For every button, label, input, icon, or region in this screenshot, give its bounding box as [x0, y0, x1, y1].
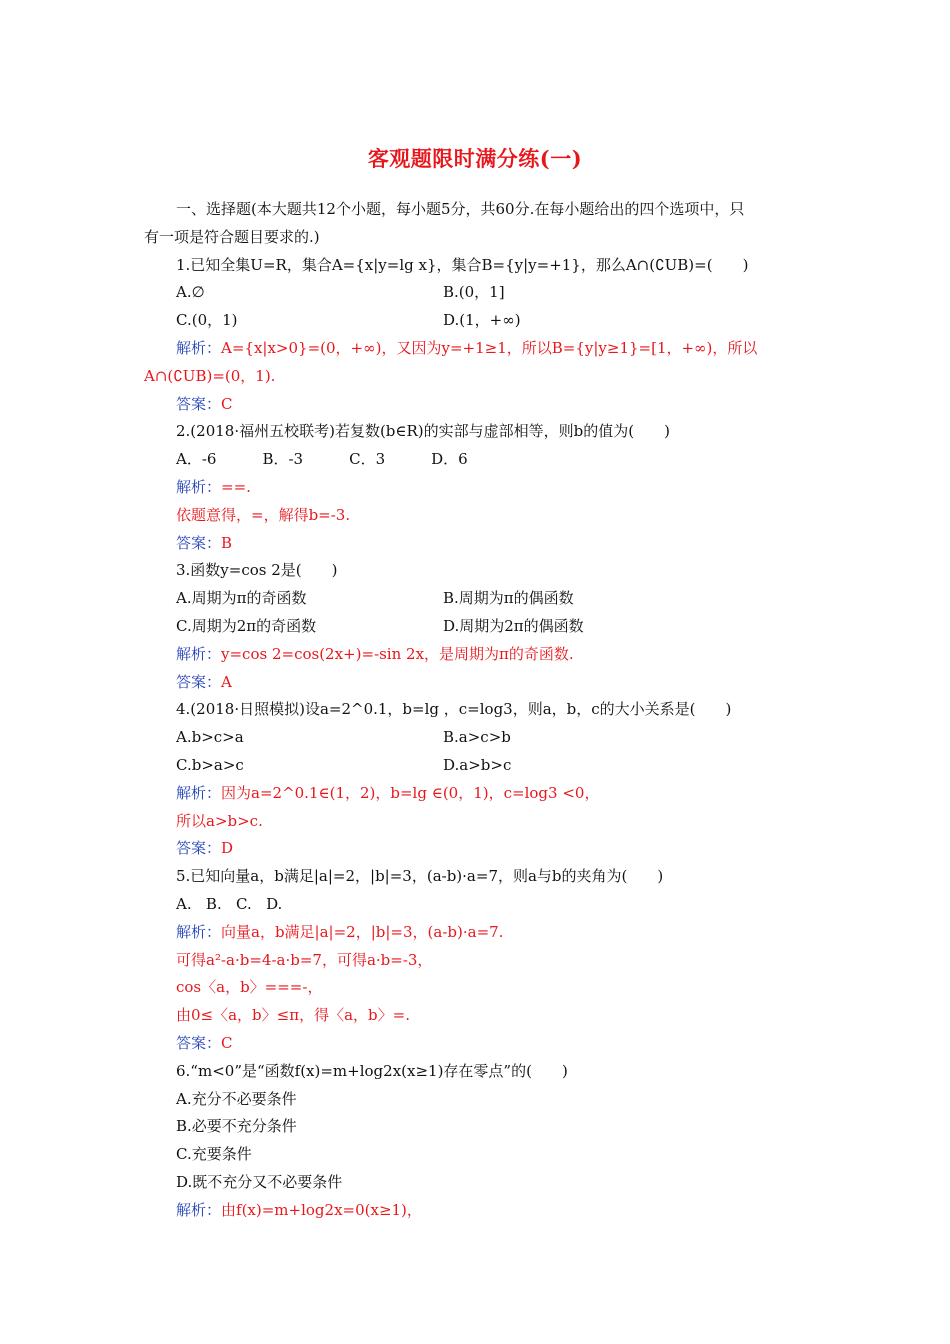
question-4-stem: 4.(2018·日照模拟)设a=2^0.1，b=lg ，c=log3，则a，b，c的大小关系是( ) [176, 700, 732, 719]
question-3-option-a: A.周期为π的奇函数 [176, 589, 307, 608]
question-5-analysis-text-4: 由0≤〈a，b〉≤π，得〈a，b〉=. [176, 1006, 410, 1025]
answer-label: 答案： [176, 394, 222, 413]
question-5-analysis [144, 919, 812, 947]
question-3-options-row-2 [144, 613, 812, 641]
question-1-option-c: C.(0，1) [176, 311, 238, 330]
question-6-option-b: B.必要不充分条件 [176, 1117, 297, 1136]
question-4-option-a: A.b>c>a [176, 728, 244, 747]
question-2-options [144, 446, 812, 474]
question-2-analysis-text-2: 依题意得，=，解得b=-3. [176, 505, 351, 524]
question-1-analysis-text-1: A={x|x>0}=(0，+∞)，又因为y=+1≥1，所以B={y|y≥1}=[1，+∞)，所以 [221, 338, 758, 357]
question-5-option-a: A. [176, 894, 192, 913]
analysis-label: 解析： [176, 1200, 222, 1219]
question-2-option-c: C．3 [349, 450, 386, 469]
question-1-options-row-2 [144, 307, 812, 335]
question-5-analysis-text-2: 可得a²-a·b=4-a·b=7，可得a·b=-3， [176, 950, 433, 969]
question-5-option-d: D. [266, 894, 283, 913]
question-2-option-b: B．-3 [262, 450, 304, 469]
question-1-option-b: B.(0，1] [443, 283, 505, 302]
question-5-analysis-text-1: 向量a，b满足|a|=2，|b|=3，(a-b)·a=7. [221, 922, 504, 941]
question-6-analysis [144, 1197, 812, 1225]
question-2-analysis-text-1: ==. [221, 477, 251, 496]
question-1-analysis [144, 335, 812, 363]
analysis-label: 解析： [176, 922, 222, 941]
question-2-answer-value: B [221, 533, 233, 552]
exercise-body [144, 196, 812, 1224]
answer-label: 答案： [176, 1033, 222, 1052]
question-5-option-b: B. [205, 894, 222, 913]
question-2-analysis [144, 474, 812, 502]
question-1-options-row-1 [144, 279, 812, 307]
question-4-analysis-text-2: 所以a>b>c. [176, 811, 263, 830]
question-3-analysis-text-1: y=cos 2=cos(2x+)=-sin 2x，是周期为π的奇函数. [221, 644, 574, 663]
question-3-analysis [144, 641, 812, 669]
question-5-answer-value: C [221, 1033, 233, 1052]
question-1-analysis-text-2: A∩(∁UB)=(0，1). [144, 366, 276, 385]
question-2-option-a: A．-6 [176, 450, 217, 469]
question-3-option-d: D.周期为2π的偶函数 [443, 616, 584, 635]
question-5-option-c: C. [236, 894, 252, 913]
question-6-analysis-text-1: 由f(x)=m+log2x=0(x≥1)， [221, 1200, 422, 1219]
question-3-answer-value: A [221, 672, 232, 691]
question-4-answer-value: D [221, 839, 234, 858]
question-4-option-b: B.a>c>b [443, 728, 511, 747]
question-1-option-d: D.(1，+∞) [443, 311, 521, 330]
analysis-label: 解析： [176, 644, 222, 663]
page-title: 客观题限时满分练(一) [367, 146, 583, 171]
analysis-label: 解析： [176, 477, 222, 496]
question-1-option-a: A.∅ [176, 283, 205, 302]
question-6-option-d: D.既不充分又不必要条件 [176, 1172, 343, 1191]
question-4-options-row-2 [144, 752, 812, 780]
question-4-option-c: C.b>a>c [176, 755, 244, 774]
question-3-option-b: B.周期为π的偶函数 [443, 589, 574, 608]
question-5-stem: 5.已知向量a，b满足|a|=2，|b|=3，(a-b)·a=7，则a与b的夹角为( ) [176, 867, 664, 886]
analysis-label: 解析： [176, 338, 222, 357]
question-6-option-a: A.充分不必要条件 [176, 1089, 297, 1108]
answer-label: 答案： [176, 839, 222, 858]
section-intro-line-1: 一、选择题(本大题共12个小题，每小题5分，共60分.在每小题给出的四个选项中，只 [176, 200, 745, 218]
question-5-options [144, 891, 812, 919]
question-4-analysis [144, 780, 812, 808]
question-3-option-c: C.周期为2π的奇函数 [176, 616, 317, 635]
analysis-label: 解析： [176, 783, 222, 802]
question-4-option-d: D.a>b>c [443, 755, 512, 774]
question-2-option-d: D．6 [431, 450, 468, 469]
question-2-answer [144, 530, 812, 558]
question-3-options-row-1 [144, 585, 812, 613]
question-1-answer-value: C [221, 394, 233, 413]
question-2-stem: 2.(2018·福州五校联考)若复数(b∈R)的实部与虚部相等，则b的值为( ) [176, 422, 670, 441]
question-3-answer [144, 669, 812, 697]
question-5-analysis-text-3: cos〈a，b〉===-， [176, 978, 323, 997]
question-1-answer [144, 391, 812, 419]
question-4-analysis-text-1: 因为a=2^0.1∈(1，2)，b=lg ∈(0，1)，c=log3 <0， [221, 783, 600, 802]
question-3-stem: 3.函数y=cos 2是( ) [176, 561, 338, 580]
question-5-answer [144, 1030, 812, 1058]
question-6-option-c: C.充要条件 [176, 1145, 252, 1164]
question-4-answer [144, 835, 812, 863]
answer-label: 答案： [176, 672, 222, 691]
question-1-stem: 1.已知全集U=R，集合A={x|y=lg x}，集合B={y|y=+1}，那么A∩(∁UB)=( ) [176, 255, 749, 274]
question-4-options-row-1 [144, 724, 812, 752]
section-intro-line-2: 有一项是符合题目要求的.) [144, 227, 320, 246]
question-6-stem: 6.“m<0”是“函数f(x)=m+log2x(x≥1)存在零点”的( ) [176, 1061, 568, 1080]
answer-label: 答案： [176, 533, 222, 552]
